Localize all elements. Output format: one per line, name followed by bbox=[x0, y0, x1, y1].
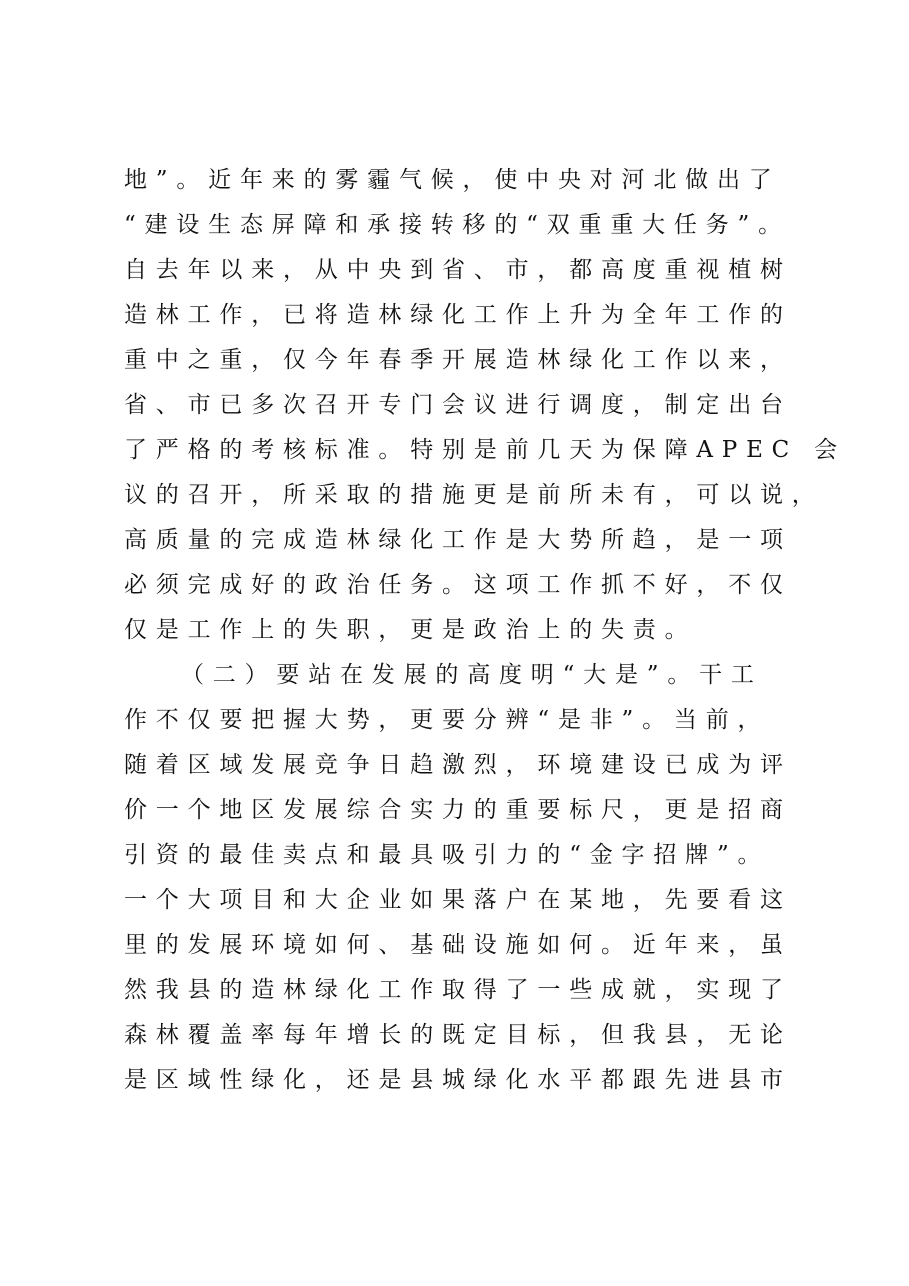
text-line: 然我县的造林绿化工作取得了一些成就，实现了 bbox=[124, 977, 792, 1003]
text-line: 议的召开，所采取的措施更是前所未有，可以说， bbox=[124, 482, 824, 508]
text-line: 森林覆盖率每年增长的既定目标，但我县，无论 bbox=[124, 1022, 792, 1048]
text-line: “建设生态屏障和承接转移的“双重重大任务”。 bbox=[124, 212, 790, 238]
text-line: 一个大项目和大企业如果落户在某地，先要看这 bbox=[124, 887, 792, 913]
text-line: 仅是工作上的失职，更是政治上的失责。 bbox=[124, 617, 697, 643]
text-line: 是区域性绿化，还是县城绿化水平都跟先进县市 bbox=[124, 1067, 792, 1093]
text-line: 省、市已多次召开专门会议进行调度，制定出台 bbox=[124, 392, 792, 418]
text-line: 引资的最佳卖点和最具吸引力的“金字招牌”。 bbox=[124, 842, 770, 868]
text-line: 地”。近年来的雾霾气候，使中央对河北做出了 bbox=[124, 167, 781, 193]
text-line: 重中之重，仅今年春季开展造林绿化工作以来， bbox=[124, 347, 792, 373]
text-line: 造林工作，已将造林绿化工作上升为全年工作的 bbox=[124, 302, 792, 328]
text-line: 自去年以来，从中央到省、市，都高度重视植树 bbox=[124, 257, 792, 283]
text-line: 了严格的考核标准。特别是前几天为保障APEC 会 bbox=[124, 437, 846, 463]
text-line: 必须完成好的政治任务。这项工作抓不好，不仅 bbox=[124, 572, 792, 598]
text-line: 高质量的完成造林绿化工作是大势所趋，是一项 bbox=[124, 527, 792, 553]
section-heading-line: （二）要站在发展的高度明“大是”。干工 bbox=[181, 662, 763, 688]
text-line: 作不仅要把握大势，更要分辨“是非”。当前， bbox=[124, 707, 770, 733]
text-line: 里的发展环境如何、基础设施如何。近年来，虽 bbox=[124, 932, 792, 958]
text-line: 价一个地区发展综合实力的重要标尺，更是招商 bbox=[124, 797, 792, 823]
text-line: 随着区域发展竞争日趋激烈，环境建设已成为评 bbox=[124, 752, 792, 778]
